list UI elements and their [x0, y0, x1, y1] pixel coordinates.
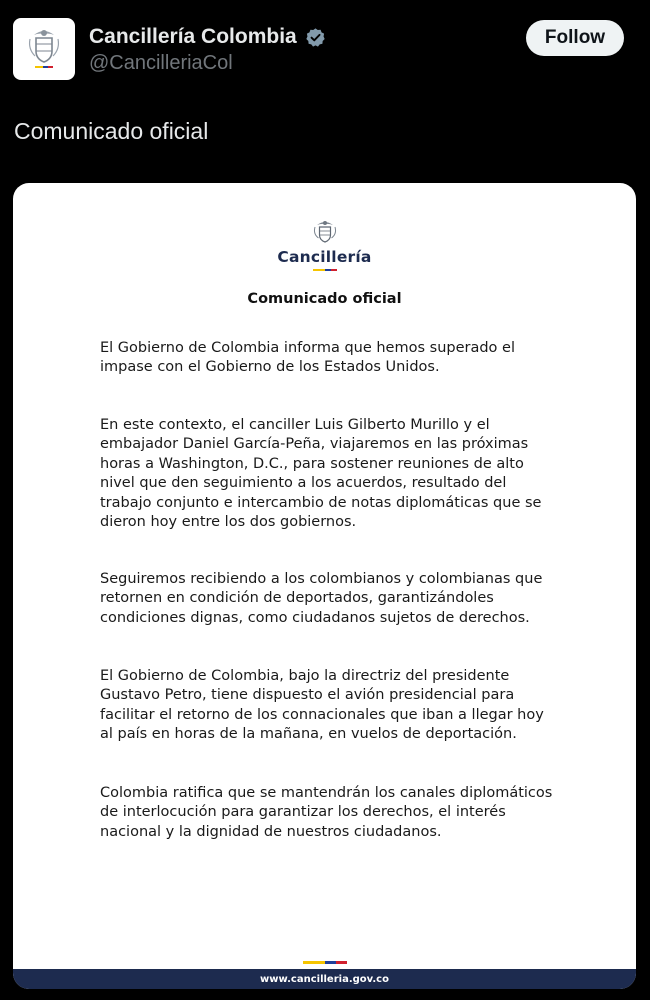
- display-name[interactable]: [89, 25, 326, 49]
- follow-button[interactable]: Follow: [526, 20, 624, 56]
- avatar[interactable]: [13, 18, 75, 80]
- flag-stripe: [313, 269, 337, 271]
- document-title: Comunicado oficial: [247, 291, 402, 307]
- document-logo: [13, 219, 636, 271]
- coat-of-arms-icon: [24, 25, 64, 73]
- document-paragraph: En este contexto, el canciller Luis Gilberto Murillo y el embajador Daniel García-Peña, viajaremos en las próximas horas a Washington, D.C., para sostener reuniones de alto nivel que den seguimiento a los acuerdos, resultado del trabajo conjunto e intercambio de notas diplomáticas que se dieron hoy entre los dos gobiernos.: [100, 417, 542, 531]
- document-paragraph: El Gobierno de Colombia, bajo la directriz del presidente Gustavo Petro, tiene dispuesto el avión presidencial para facilitar el retorno de los connacionales que iban a llegar hoy al país en horas de la mañana, en vuelos de deportación.: [100, 668, 544, 743]
- footer-flag-stripe: [303, 961, 347, 964]
- document-brand: Cancillería: [277, 248, 372, 266]
- display-name-text: Cancillería Colombia: [89, 25, 297, 48]
- attached-image[interactable]: [13, 183, 636, 989]
- document-footer: [13, 969, 636, 989]
- document-paragraph: Colombia ratifica que se mantendrán los canales diplomáticos de interlocución para garantizar los derechos, el interés nacional y la dignidad de nuestros ciudadanos.: [100, 785, 553, 840]
- tweet-text: Comunicado oficial: [14, 118, 209, 144]
- coat-of-arms-icon: [310, 219, 340, 245]
- footer-url: www.cancilleria.gov.co: [260, 973, 389, 985]
- verified-badge-icon: [305, 27, 326, 48]
- handle[interactable]: @CancilleriaCol: [89, 52, 233, 74]
- document-paragraph: Seguiremos recibiendo a los colombianos y colombianas que retornen en condición de deportados, garantizándoles condiciones dignas, como ciudadanos sujetos de derechos.: [100, 571, 543, 626]
- document-paragraph: El Gobierno de Colombia informa que hemos superado el impase con el Gobierno de los Estados Unidos.: [100, 340, 515, 376]
